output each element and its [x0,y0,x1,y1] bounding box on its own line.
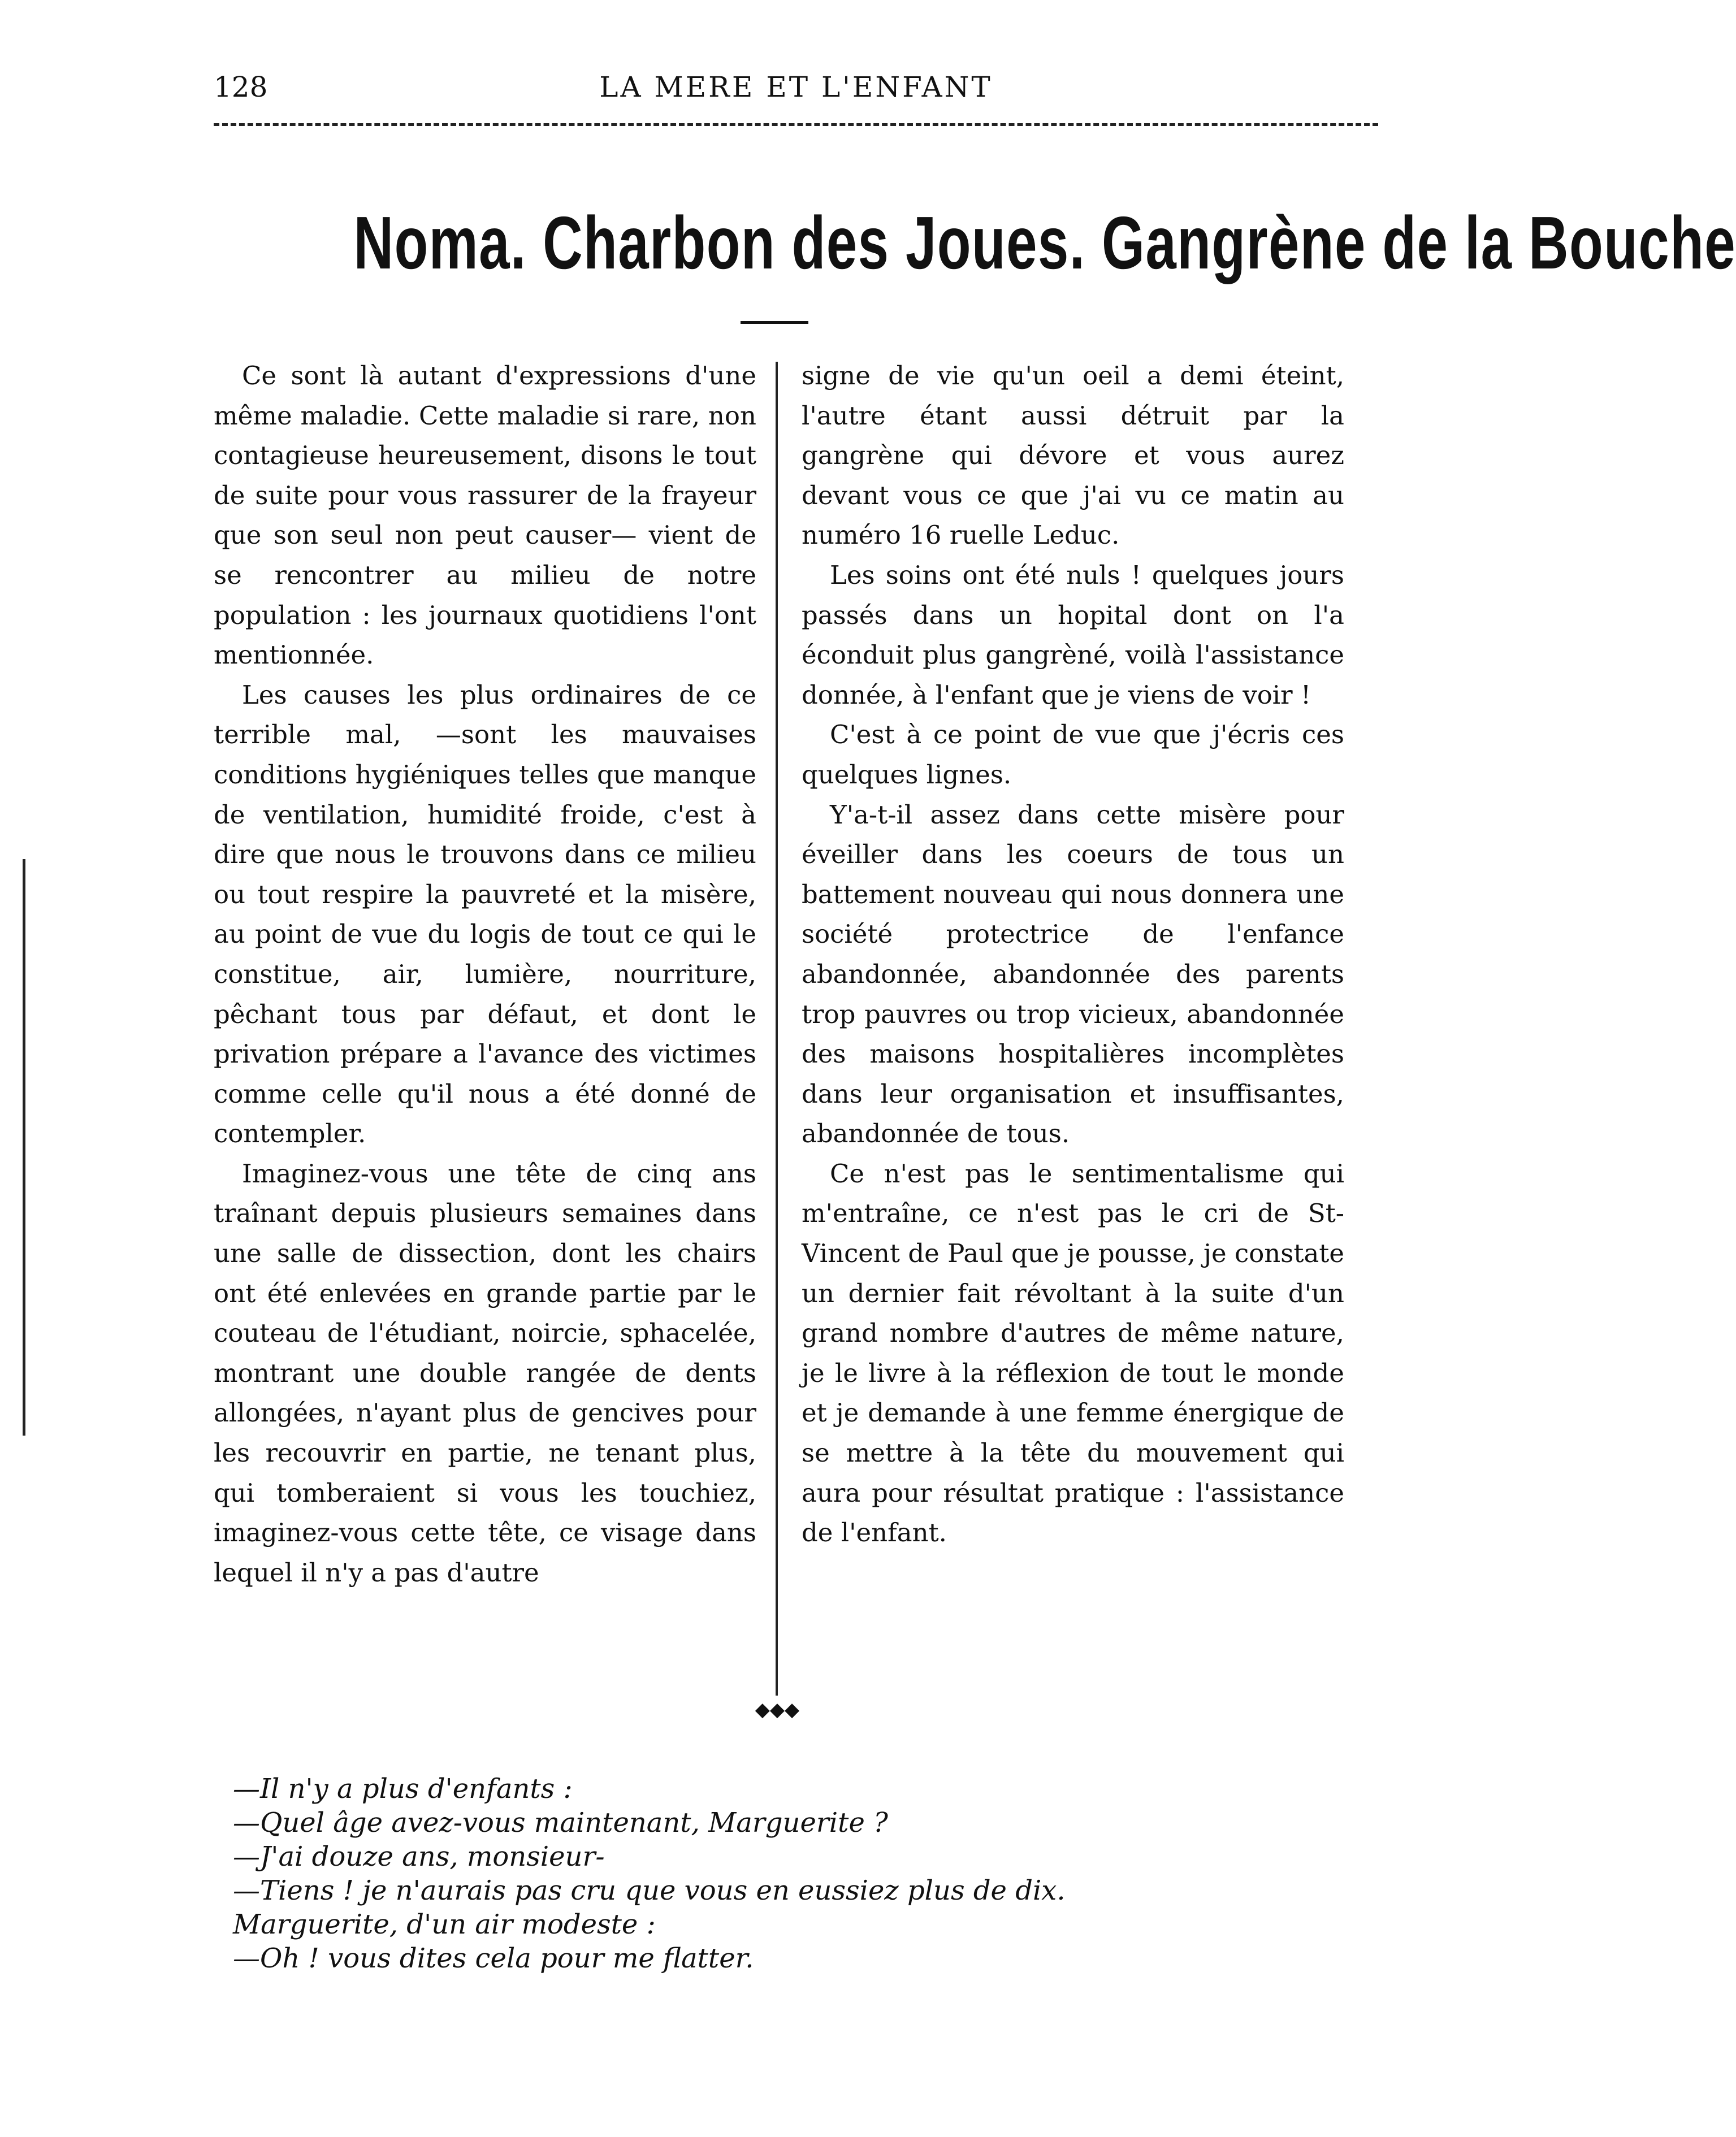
paragraph: Ce n'est pas le sentimentalisme qui m'entraîne, ce n'est pas le cri de St-Vincent de Paul que je pousse, je constate un dernier fait révoltant à la suite d'un grand nombre d'autres de même nature, je le livre à la réflexion de tout le monde et je demande à une femme énergique de se mettre à la tête du mouvement qui aura pour résultat pratique : l'assistance de l'enfant. [802,1158,1344,1548]
paragraph: Ce sont là autant d'expressions d'une même maladie. Cette maladie si rare, non contagieuse heureusement, disons le tout de suite pour vous rassurer de la frayeur que son seul non peut causer— vient de se rencontrer au milieu de notre population : les journaux quotidiens l'ont mentionnée. [214,361,756,670]
page-number: 128 [214,71,268,103]
paragraph: Les soins ont été nuls ! quelques jours passés dans un hopital dont on l'a éconduit plus gangrèné, voilà l'assistance donnée, à l'enfant que je viens de voir ! [802,560,1344,710]
header-rule [214,123,1378,126]
dialogue-line: —Quel âge avez-vous maintenant, Marguerite ? [233,1807,888,1839]
left-column [214,356,756,1593]
paragraph: Imaginez-vous une tête de cinq ans traînant depuis plusieurs semaines dans une salle de dissection, dont les chairs ont été enlevées en grande partie par le couteau de l'étudiant, noircie, sphacelée, montrant une double rangée de dents allongées, n'ayant plus de gencives pour les recouvrir en partie, ne tenant plus, qui tomberaient si vous les touchiez, imaginez-vous cette tête, ce visage dans lequel il n'y a pas d'autre [214,1158,756,1588]
paragraph: Les causes les plus ordinaires de ce terrible mal, —sont les mauvaises conditions hygiéniques telles que manque de ventilation, humidité froide, c'est à dire que nous le trouvons dans ce milieu ou tout respire la pauvreté et la misère, au point de vue du logis de tout ce qui le constitue, air, lumière, nourriture, pêchant tous par défaut, et dont le privation prépare a l'avance des victimes comme celle qu'il nous a été donné de contempler. [214,679,756,1149]
paragraph: signe de vie qu'un oeil a demi éteint, l'autre étant aussi détruit par la gangrène qui dévore et vous aurez devant vous ce que j'ai vu ce matin au numéro 16 ruelle Leduc. [802,361,1344,550]
dialogue-line: Marguerite, d'un air modeste : [233,1909,656,1940]
section-ornament: ◆◆◆ [755,1698,800,1721]
dialogue-line: —Tiens ! je n'aurais pas cru que vous en eussiez plus de dix. [233,1875,1066,1906]
dialogue-block [233,1772,1137,1975]
dialogue-line: —Il n'y a plus d'enfants : [233,1773,573,1805]
scan-margin-line [23,859,25,1436]
title-rule [741,321,808,324]
running-title: LA MERE ET L'ENFANT [599,71,993,103]
dialogue-line: —Oh ! vous dites cela pour me flatter. [233,1943,754,1974]
article-title: Noma. Charbon des Joues. Gangrène de la Bouche [353,201,1736,284]
page-header [214,71,1378,110]
right-column [802,356,1344,1553]
paragraph: C'est à ce point de vue que j'écris ces quelques lignes. [802,719,1344,790]
dialogue-line: —J'ai douze ans, monsieur- [233,1841,605,1872]
column-divider [776,362,778,1696]
paragraph: Y'a-t-il assez dans cette misère pour éveiller dans les coeurs de tous un battement nouveau qui nous donnera une société protectrice de l'enfance abandonnée, abandonnée des parents trop pauvres ou trop vicieux, abandonnée des maisons hospitalières incomplètes dans leur organisation et insuffisantes, abandonnée de tous. [802,799,1344,1149]
